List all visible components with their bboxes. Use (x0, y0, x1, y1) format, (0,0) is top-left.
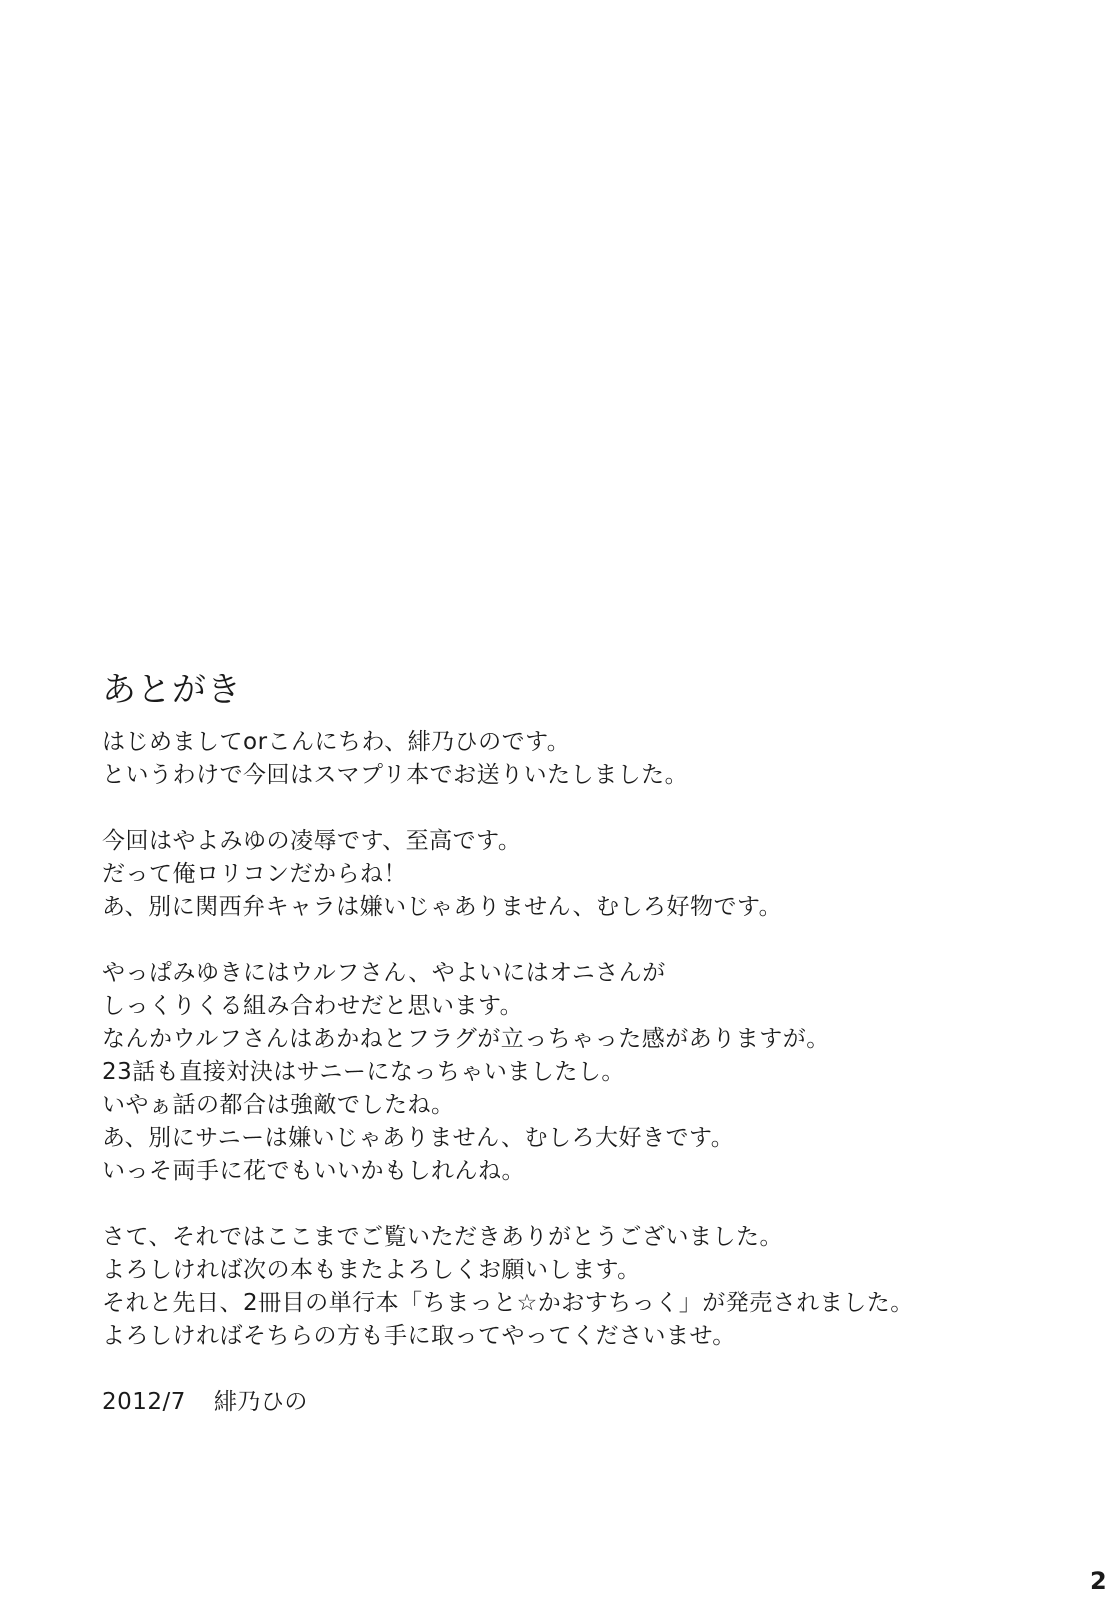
paragraph-closing (102, 1221, 1022, 1353)
text-line: やっぱみゆきにはウルフさん、やよいにはオニさんが (102, 960, 666, 986)
text-line: いやぁ話の都合は強敵でしたね。 (102, 1092, 455, 1118)
signature (102, 1386, 1022, 1419)
text-line: なんかウルフさんはあかねとフラグが立っちゃった感がありますが。 (102, 1026, 830, 1052)
text-line: 今回はやよみゆの凌辱です、至高です。 (102, 828, 522, 854)
page-number: 2 (1090, 1567, 1107, 1595)
afterword-section (102, 668, 1022, 1419)
text-line: 23話も直接対決はサニーになっちゃいましたし。 (102, 1059, 625, 1085)
paragraph-characters (102, 957, 1022, 1188)
text-line: はじめましてorこんにちわ、緋乃ひのです。 (102, 729, 571, 755)
text-line: というわけで今回はスマプリ本でお送りいたしました。 (102, 762, 689, 788)
signature-date: 2012/7 (102, 1389, 186, 1415)
afterword-title: あとがき (102, 670, 242, 710)
text-line: あ、別に関西弁キャラは嫌いじゃありません、むしろ好物です。 (102, 894, 783, 920)
text-line: いっそ両手に花でもいいかもしれんね。 (102, 1158, 525, 1184)
text-line: あ、別にサニーは嫌いじゃありません、むしろ大好きです。 (102, 1125, 735, 1151)
text-line: それと先日、2冊目の単行本「ちまっと☆かおすちっく」が発売されました。 (102, 1290, 914, 1316)
paragraph-content (102, 825, 1022, 924)
signature-author: 緋乃ひの (213, 1389, 308, 1415)
text-line: しっくりくる組み合わせだと思います。 (102, 993, 524, 1019)
text-line: だって俺ロリコンだからね！ (102, 861, 408, 887)
paragraph-greeting (102, 726, 1022, 792)
text-line: さて、それではここまでご覧いただきありがとうございました。 (102, 1224, 784, 1250)
text-line: よろしければ次の本もまたよろしくお願いします。 (102, 1257, 641, 1283)
text-line: よろしければそちらの方も手に取ってやってくださいませ。 (102, 1323, 736, 1349)
